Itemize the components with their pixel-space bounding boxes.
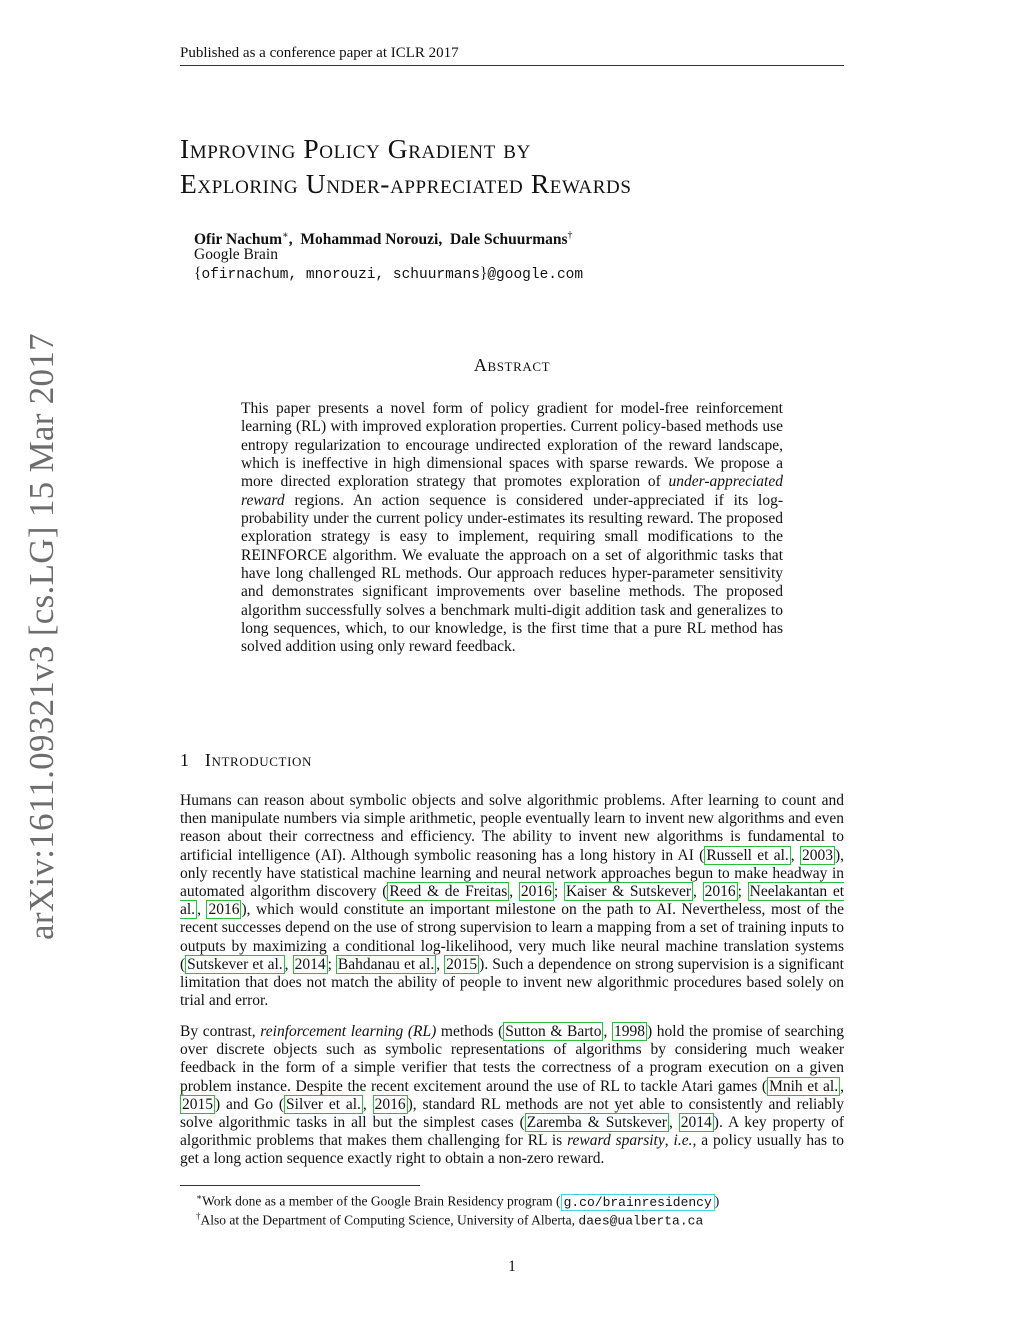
citation-link[interactable]: Russell et al. bbox=[706, 846, 789, 864]
paragraph-text: ), only recently have statistical machine learning and neural network approaches begun to make headway in automated algorithm discovery ( bbox=[180, 846, 844, 901]
email-domain: @google.com bbox=[487, 267, 584, 283]
citation-link[interactable]: Neelakantan et al. bbox=[180, 883, 845, 919]
citation-link[interactable]: Bahdanau et al. bbox=[337, 955, 435, 973]
paragraph-text: ), which would constitute an important milestone on the path to AI. Nevertheless, most of the recent successes depend on the use of strong supervision to learn a mapping from a set of training inputs to outputs by maximizing a conditional log-likelihood, very much like neural machine translation systems ( bbox=[180, 901, 844, 973]
footnote-email: daes@ualberta.ca bbox=[578, 1213, 704, 1229]
citation-link[interactable]: Sutskever et al. bbox=[187, 955, 283, 973]
citation-link[interactable]: Kaiser & Sutskever bbox=[565, 883, 692, 901]
paragraph-text: a policy usually has to get a long action sequence exactly right to obtain a non-zero reward. bbox=[180, 1132, 844, 1168]
paragraph-text: , bbox=[664, 1132, 674, 1150]
page-number: 1 bbox=[508, 1258, 516, 1275]
citation-link[interactable]: Silver et al. bbox=[286, 1095, 361, 1113]
paragraph-text: ) and Go ( bbox=[215, 1095, 285, 1113]
abstract-text: regions. An action sequence is considered under-appreciated if its log-probability under the current policy under-estimates its resulting reward. The proposed exploration strategy is easy to implement, requiring small modifications to the REINFORCE algorithm. We evaluate the approach on a set of algorithmic tasks that have long challenged RL methods. Our approach reduces hyper-parameter sensitivity and demonstrates significant improvements over baseline methods. The proposed algorithm successfully solves a benchmark multi-digit addition task and generalizes to long sequences, which, to our knowledge, is the first time that a pure RL method has solved addition using only reward feedback. bbox=[241, 491, 783, 656]
paragraph-text: By contrast, bbox=[180, 1023, 261, 1040]
running-head: Published as a conference paper at ICLR 2017 bbox=[180, 43, 844, 66]
paper-title-line-1: Improving Policy Gradient by bbox=[180, 133, 531, 164]
section-heading-introduction bbox=[180, 749, 312, 771]
paper-title-line-2: Exploring Under-appreciated Rewards bbox=[180, 168, 632, 199]
citation-link[interactable]: Mnih et al. bbox=[769, 1077, 839, 1095]
affiliation: Google Brain bbox=[194, 246, 278, 263]
footnote-divider bbox=[180, 1185, 420, 1186]
footnote-2 bbox=[196, 1207, 860, 1231]
citation-link[interactable]: 2015 bbox=[446, 955, 478, 973]
author-list: Ofir Nachum∗, Mohammad Norouzi, Dale Schuurmans† bbox=[194, 230, 573, 249]
footnote-marker[interactable]: † bbox=[567, 230, 573, 241]
author-name: Mohammad Norouzi bbox=[300, 231, 439, 249]
paragraph-emphasis: i.e., bbox=[673, 1132, 697, 1150]
intro-paragraph-2: By contrast, reinforcement learning (RL) methods ( Sutton & Barto , 1998 ) hold the promise of searching over discrete objects such as symbolic representations of algorithms by considering much weaker feedback in the form of a simple verifier that tests the correctness of a program execution on a given problem instance. Despite the recent excitement around the use of RL to tackle Atari games ( Mnih et al. , 2015 ) and Go ( Silver et al. , 2016 ), standard RL methods are not yet able to consistently and reliably solve algorithmic tasks in all but the simplest cases ( Zaremba & Sutskever , 2014 ). A key property of algorithmic problems that makes them challenging for RL is reward sparsity, i.e., a policy usually has to get a long action sequence exactly right to obtain a non-zero reward. bbox=[180, 1023, 845, 1168]
brace-open: { bbox=[194, 265, 202, 282]
citation-link[interactable]: 2016 bbox=[208, 901, 240, 919]
paragraph-text: Humans can reason about symbolic objects and solve algorithmic problems. After learning to count and then manipulate numbers via simple arithmetic, people eventually learn to invent new algorithms and even reason about their correctness and efficiency. The ability to invent new algorithms is fundamental to artificial intelligence (AI). Although symbolic reasoning has a long history in AI ( bbox=[180, 792, 844, 864]
footnote-marker: ∗ bbox=[196, 1192, 203, 1202]
footnote-marker: † bbox=[196, 1211, 201, 1221]
author-emails bbox=[194, 264, 583, 285]
abstract-heading: Abstract bbox=[473, 355, 551, 375]
paragraph-text: ), standard RL methods are not yet able to consistently and reliably solve algorithmic tasks in all but the simplest cases ( bbox=[180, 1095, 845, 1132]
intro-paragraph-1: Humans can reason about symbolic objects and solve algorithmic problems. After learning to count and then manipulate numbers via simple arithmetic, people eventually learn to invent new algorithms and even reason about their correctness and efficiency. The ability to invent new algorithms is fundamental to artificial intelligence (AI). Although symbolic reasoning has a long history in AI ( Russell et al. , 2003 ), only recently have statistical machine learning and neural network approaches begun to make headway in automated algorithm discovery ( Reed & de Freitas , 2016 ; Kaiser & Sutskever , 2016 ; Neelakantan et al. , 2016 ), which would constitute an important milestone on the path to AI. Nevertheless, most of the recent successes depend on the use of strong supervision to learn a mapping from a set of training inputs to outputs by maximizing a conditional log-likelihood, very much like neural machine translation systems ( Sutskever et al. , 2014 ; Bahdanau et al. , 2015 ). Such a dependence on strong supervision is a significant limitation that does not match the ability of people to invent new algorithmic procedures based solely on trial and error. bbox=[180, 792, 845, 1010]
citation-link[interactable]: 2016 bbox=[520, 883, 552, 901]
citation-link[interactable]: 2003 bbox=[801, 846, 833, 864]
email-handles: ofirnachum, mnorouzi, schuurmans bbox=[201, 267, 480, 283]
citation-link[interactable]: Sutton & Barto bbox=[505, 1023, 602, 1040]
citation-link[interactable]: 2016 bbox=[374, 1095, 406, 1113]
paragraph-emphasis: reinforcement learning (RL) bbox=[260, 1023, 437, 1040]
citation-link[interactable]: 2015 bbox=[182, 1095, 213, 1113]
footnote-text: ) bbox=[714, 1193, 720, 1209]
abstract-text: This paper presents a novel form of policy gradient for model-free reinforcement learning (RL) with improved exploration properties. Current policy-based methods use entropy regularization to encourage undirected exploration of the reward landscape, which is ineffective in high dimensional spaces with sparse rewards. We propose a more directed exploration strategy that promotes exploration of bbox=[241, 400, 783, 491]
paragraph-text: ) hold the promise of searching over discrete objects such as symbolic representations of algorithms by considering much weaker feedback in the form of a simple verifier that tests the correctness of a program execution on a given problem instance. Despite the recent excitement around the use of RL to tackle Atari games ( bbox=[180, 1023, 845, 1095]
citation-link[interactable]: Reed & de Freitas bbox=[389, 883, 508, 901]
citation-link[interactable]: Zaremba & Sutskever bbox=[526, 1114, 667, 1132]
citation-link[interactable]: 2016 bbox=[704, 883, 736, 901]
paragraph-emphasis: reward sparsity bbox=[567, 1132, 665, 1150]
citation-link[interactable]: 2014 bbox=[680, 1114, 712, 1132]
section-number: 1 bbox=[180, 750, 190, 770]
citation-link[interactable]: 2014 bbox=[294, 955, 326, 973]
footnote-text: Work done as a member of the Google Brain Residency program ( bbox=[202, 1193, 561, 1209]
residency-url-link[interactable]: g.co/brainresidency bbox=[561, 1194, 715, 1211]
paragraph-text: methods ( bbox=[436, 1023, 504, 1040]
footnote-marker[interactable]: ∗ bbox=[281, 230, 289, 241]
citation-link[interactable]: 1998 bbox=[614, 1023, 645, 1040]
paragraph-text: ). A key property of algorithmic problems that makes them challenging for RL is bbox=[180, 1114, 844, 1150]
author-name: Dale Schuurmans bbox=[449, 231, 568, 249]
abstract-emphasis: under-appreciated reward bbox=[241, 473, 783, 509]
author-name: Ofir Nachum bbox=[194, 231, 282, 249]
abstract-body bbox=[241, 400, 783, 657]
paragraph-text: ). Such a dependence on strong supervision is a significant limitation that does not match the ability of people to invent new algorithmic procedures based solely on trial and error. bbox=[180, 955, 844, 1010]
section-title: Introduction bbox=[204, 750, 312, 770]
footnote-text: Also at the Department of Computing Science, University of Alberta, bbox=[200, 1212, 579, 1228]
brace-close: } bbox=[479, 265, 488, 282]
arxiv-identifier-stamp[interactable]: arXiv:1611.09321v3 [cs.LG] 15 Mar 2017 bbox=[22, 333, 61, 940]
